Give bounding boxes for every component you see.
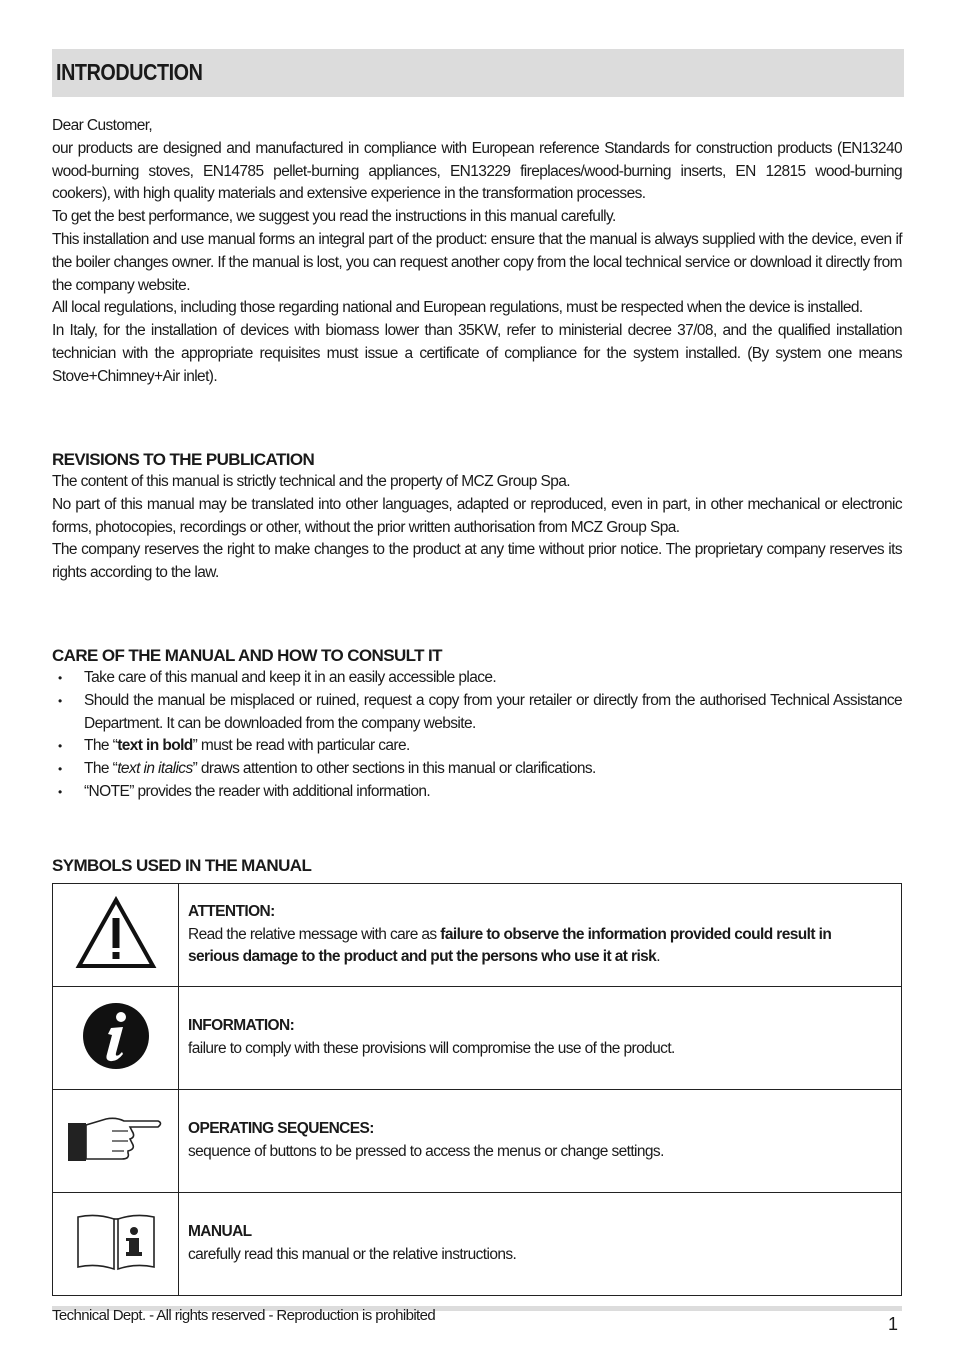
intro-paragraph: This installation and use manual forms an integral part of the product: ensure that the manual is always supplied with the device, even if the boiler changes owner. If the manual is lost, you can request another copy from the local technical service or download it directly from the company website. — [52, 230, 902, 294]
list-item: • Take care of this manual and keep it in an easily accessible place. — [52, 667, 902, 690]
greeting: Dear Customer, — [52, 117, 153, 134]
table-row — [53, 987, 902, 1090]
revisions-section — [52, 449, 902, 585]
information-label: INFORMATION: — [188, 1017, 295, 1035]
information-icon-cell — [53, 987, 179, 1090]
information-text-cell — [179, 987, 902, 1090]
italic-example: text in italics — [117, 760, 193, 778]
symbols-heading-block — [52, 855, 902, 877]
attention-icon-cell — [53, 884, 179, 987]
list-item: • The “text in italics” draws attention to other sections in this manual or clarifications. — [52, 758, 902, 781]
section-heading: CARE OF THE MANUAL AND HOW TO CONSULT IT — [52, 646, 442, 665]
page-title: INTRODUCTION — [56, 59, 203, 85]
title-bar — [52, 49, 904, 97]
operating-label: OPERATING SEQUENCES: — [188, 1120, 374, 1138]
revisions-paragraph: No part of this manual may be translated into other languages, adapted or reproduced, even in part, in other mechanical or electronic forms, photocopies, recordings or other, without the prior written authorisation from MCZ Group Spa. — [52, 495, 902, 536]
operating-icon-cell — [53, 1090, 179, 1193]
info-circle-icon — [81, 1001, 151, 1071]
list-item: • “NOTE” provides the reader with additional information. — [52, 781, 902, 804]
manual-text-cell — [179, 1193, 902, 1296]
attention-bold-text: failure to observe the information provided could result in serious damage to the product and put the persons who use it at risk — [188, 925, 832, 966]
page-number: 1 — [888, 1314, 899, 1334]
list-item: • The “text in bold” must be read with particular care. — [52, 735, 902, 758]
operating-text-cell — [179, 1090, 902, 1193]
intro-section — [52, 115, 902, 389]
pointing-hand-icon — [66, 1113, 166, 1165]
manual-text: carefully read this manual or the relative instructions. — [188, 1246, 517, 1263]
section-heading: REVISIONS TO THE PUBLICATION — [52, 450, 315, 469]
footer-text: Technical Dept. - All rights reserved - Reproduction is prohibited — [52, 1307, 436, 1324]
revisions-paragraph: The company reserves the right to make changes to the product at any time without prior notice. The proprietary company reserves its rights according to the law. — [52, 541, 902, 582]
operating-text: sequence of buttons to be pressed to access the menus or change settings. — [188, 1143, 664, 1160]
revisions-paragraph: The content of this manual is strictly technical and the property of MCZ Group Spa. — [52, 473, 570, 490]
intro-paragraph: All local regulations, including those regarding national and European regulations, must be respected when the device is installed. — [52, 299, 863, 317]
manual-icon-cell — [53, 1193, 179, 1296]
warning-triangle-icon — [75, 896, 157, 970]
list-item: • Should the manual be misplaced or ruined, request a copy from your retailer or directly from the authorised Technical Assistance Department. It can be downloaded from the company website. — [52, 690, 902, 736]
bold-example: text in bold — [117, 737, 193, 755]
intro-paragraph: In Italy, for the installation of devices with biomass lower than 35KW, refer to ministerial decree 37/08, and the qualified installation technician with the appropriate requisites must issue a certificate of compliance for the system installed. (By system one means Stove+Chimney+Air inlet). — [52, 322, 902, 385]
intro-paragraph: our products are designed and manufactured in compliance with European reference Standards for construction products (EN13240 wood-burning stoves, EN14785 pellet-burning appliances, EN13229 fireplaces/wood-burning inserts, EN 12815 wood-burning cookers), with high quality materials and extensive experience in the transformation processes. — [52, 139, 902, 203]
attention-text-cell: ATTENTION: Read the relative message with care as failure to observe the information provided could result in serious damage to the product and put the persons who use it at risk. — [179, 884, 902, 987]
manual-label: MANUAL — [188, 1223, 252, 1241]
care-list — [52, 667, 902, 804]
manual-book-icon — [74, 1211, 158, 1273]
table-row — [53, 884, 902, 987]
table-row — [53, 1193, 902, 1296]
intro-paragraph: To get the best performance, we suggest you read the instructions in this manual carefully. — [52, 208, 616, 226]
information-text: failure to comply with these provisions will compromise the use of the product. — [188, 1040, 675, 1057]
symbols-table — [52, 883, 902, 1296]
care-section — [52, 645, 902, 804]
attention-label: ATTENTION: — [188, 902, 275, 920]
table-row — [53, 1090, 902, 1193]
section-heading: SYMBOLS USED IN THE MANUAL — [52, 856, 312, 875]
